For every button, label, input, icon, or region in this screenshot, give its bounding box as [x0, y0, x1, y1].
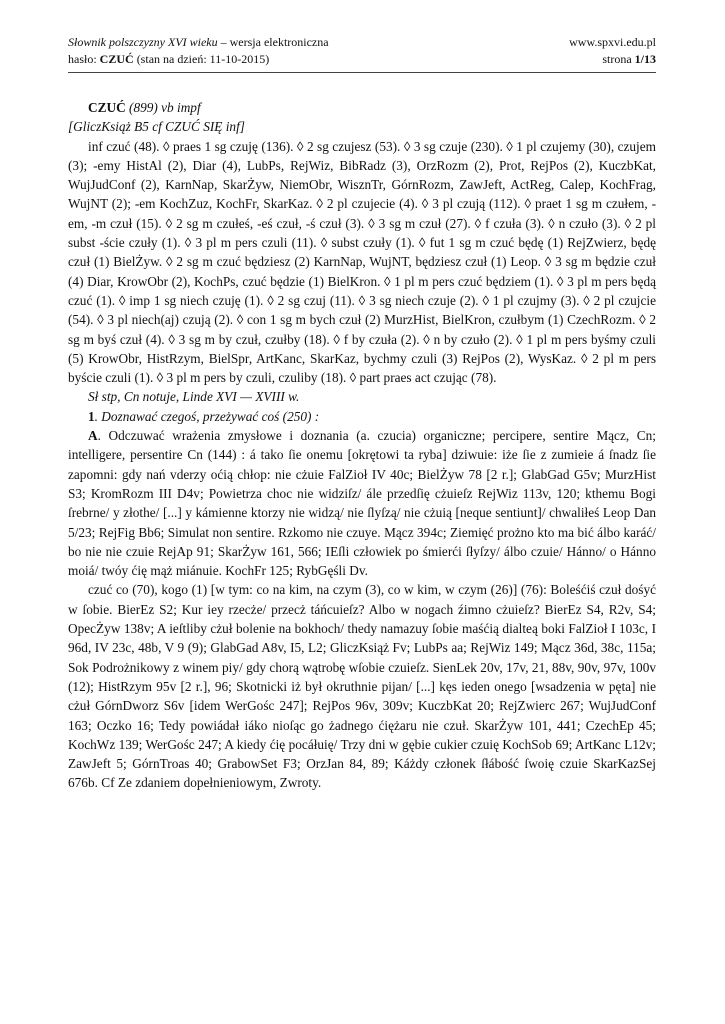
header-entry-prefix: hasło: — [68, 52, 100, 66]
usage-paragraph: czuć co (70), kogo (1) [w tym: co na kim, na czym (3), co w kim, w czym (26)] (76): Boleśćiś czuł dośyć w ſobie. BierEz S2; Kur iey rzecże/ przecż táńcuieſz? Albo w nogach źimno cżuieſz? BierEz S4, R2v, S4; OpecŻyw 138v; A ieſtliby cżuł bolenie na bokhoch/ thedy namazuy ſobie maśćią dialteą boki FalZioł I 103c, I 96d, IV 23c, 48b, V 9 (9); GlabGad A8v, I5, L2; GliczKsiąż Fv; LubPs aa; RejWiz 149; Mącz 36d, 38c, 115a; Sok Podrożnikowy z winem piy/ gdy chorą wątrobę wſobie czuieſz. SienLek 20v, 17v, 21, 88v, 90v, 97v, 100v (12); HistRzym 95v [2 r.], 96; Skotnicki iż był okruthnie pijan/ [...] kęs ieden onego [wsadzenia w pęta] nie cżuł GórnDworz S6v [idem WerGośc 247]; RejPos 96v, 309v; KuczbKat 20; RejZwierc 267; WujJudConf 163; Oczko 16; Tedy powiádał iáko nioſąc go żadnego ćiężaru nie czuł. SkarŻyw 101, 441; CzechEp 45; KochWz 139; WerGośc 247; A kiedy ćię pocáłuię/ Trzy dni w gębie cukier czuię KochSob 69; ArtKanc L12v; ZawJeft 5; GórnTroas 40; GrabowSet F3; OrzJan 84, 89; Káżdy członek ſłábość ſwoię czuie SkarKazSej 676b. Cf Ze zdaniem dopełnieniowym, Zwroty. — [68, 582, 656, 791]
entry-sl-text: Sł stp, Cn notuje, Linde XVI — XVIII w. — [88, 389, 300, 405]
header-page — [602, 51, 656, 68]
entry-lemma: CZUĆ — [88, 100, 126, 115]
sense-1-text: . Doznawać czegoś, przeżywać coś (250) : — [94, 408, 320, 424]
entry-forms: inf czuć (48). ◊ praes 1 sg czuję (136). ◊ 2 sg czujesz (53). ◊ 3 sg czuje (230). ◊ 1 pl czujemy (30), czujem (3); -emy HistAl (2), Diar (4), LubPs, RejWiz, BibRadz (3), OrzRozm (2), Prot, RejPos (2), KuczbKat, WujJudConf (2), KarnNap, SkarŻyw, NiemObr, WisznTr, GórnRozm, ZawJeft, ActReg, Calep, KochFrag, WujNT (2); -em KochZuz, KochFr, SkarKaz. ◊ 2 pl czujecie (4). ◊ 3 pl czują (112). ◊ praet 1 sg m czułem, -em, -m czuł (15). ◊ 2 sg m czułeś, -eś czuł, -ś czuł (3). ◊ 3 sg m czuł (27). ◊ f czuła (3). ◊ n czuło (3). ◊ 2 pl subst -ście czuły (1). ◊ 3 pl m pers czuli (11). ◊ subst czuły (1). ◊ fut 1 sg m czuć będę (1) RejZwierz, będę czuł (1) BielŻyw. ◊ 2 sg m czuć będziesz (2) KarnNap, WujNT, będziesz czuł (1) Leop. ◊ 3 sg m będzie czuł (4) Diar, KrowObr (2), KochPs, czuć będzie (1) BielKron. ◊ 1 pl m pers czuć będziem (1). ◊ 3 pl m pers będą czuć (1). ◊ imp 1 sg niech czuję (1). ◊ 2 sg czuj (11). ◊ 3 sg niech czuje (2). ◊ 1 pl czujmy (3). ◊ 2 pl czujcie (54). ◊ 3 pl niech(aj) czują (2). ◊ con 1 sg m bych czuł (2) MurzHist, BielKron, czułbym (1) CzechRozm. ◊ 2 sg m byś czuł (4). ◊ 3 sg m by czuł, czułby (18). ◊ f by czuła (2). ◊ n by czuło (2). ◊ 1 pl m pers byśmy czuli (5) KrowObr, HistRzym, BielSpr, ArtKanc, SkarKaz, bychmy czuli (3) RejPos (2), WysKaz. ◊ 2 pl m pers byście czuli (1). ◊ 3 pl m pers by czuli, czuliby (18). ◊ part praes act czując (78). — [68, 138, 656, 386]
sense-a — [68, 426, 656, 580]
entry-sl — [68, 387, 656, 406]
header-entry-state: (stan na dzień: 11-10-2015) — [133, 52, 270, 66]
page-number: 1/13 — [634, 52, 656, 66]
sense-a-letter: A — [88, 428, 98, 444]
entry-crossref-text: [GliczKsiąż B5 cf CZUĆ SIĘ inf] — [68, 119, 245, 135]
header-source-suffix: – wersja elektroniczna — [217, 35, 329, 49]
header-entry-word: CZUĆ — [99, 52, 134, 66]
running-header — [68, 34, 656, 68]
sense-1-number: 1 — [88, 408, 95, 424]
entry-body — [68, 98, 656, 793]
header-source-title: Słownik polszczyzny XVI wieku — [68, 35, 218, 49]
header-source — [68, 34, 329, 51]
header-entry — [68, 51, 269, 68]
entry-count: (899) — [125, 100, 162, 115]
header-rule — [68, 72, 656, 73]
entry-pos: vb impf — [161, 100, 201, 115]
entry-headline — [68, 98, 656, 117]
header-url[interactable]: www.spxvi.edu.pl — [569, 35, 656, 49]
sense-1 — [68, 407, 656, 426]
sense-a-text: . Odczuwać wrażenia zmysłowe i doznania (a. czucia) organiczne; percipere, sentire Mącz, Cn; intelligere, persentire Cn (144) : á tako ſie onemu [okrętowi ta ryba] dziwuie: iże ſie z zumieie á ſnadz ſie zapomni: gdy nań vderzy oćią chłop: nie cżuie FalZioł IV 40c; BielŻyw 78 [2 r.]; GlabGad G5v; MurzHist S3; KromRozm III D4v; Powietrza choc nie widziſz/ ále przedſię cżuieſz RejWiz 113v, 120; kthemu Bogi ſrebrne/ y złothe/ [...] y kámienne ktorzy nie widzą/ nie ſlyſzą/ nie cżuią [neque sentiunt]/ chwaliłeś Leop Dan 5/23; RejFig Bb6; Simulat non sentire. Rzkomo nie czuye. Mącz 394c; Ziemięć prożno kto ma bić álbo karáć/ bo nie nie czuie RejAp 91; SkarŻyw 161, 566; IEſli człowiek po śmierći ſłyſzy/ álbo czuie/ Hánno/ o Hánno moiá/ twóy ćię mąż miánuie. KochFr 125; RybGęśli Dv. — [68, 428, 656, 579]
entry-crossref — [68, 117, 656, 136]
header-page-prefix: strona — [602, 52, 635, 66]
